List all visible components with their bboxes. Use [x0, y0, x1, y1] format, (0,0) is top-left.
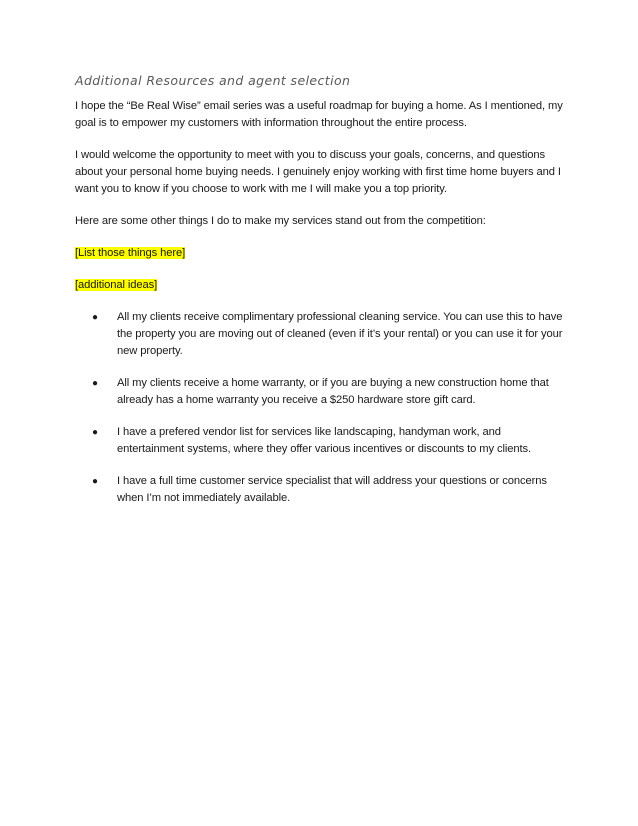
list-item: [75, 424, 570, 458]
placeholder-ideas-line: [75, 277, 570, 294]
bullet-icon: ●: [92, 378, 98, 389]
services-intro-paragraph: Here are some other things I do to make my services stand out from the competition:: [75, 215, 486, 227]
highlighted-placeholder: [additional ideas]: [75, 279, 158, 291]
bullet-icon: ●: [92, 427, 98, 438]
list-item: [75, 309, 570, 360]
highlighted-placeholder: [List those things here]: [75, 247, 186, 259]
welcome-paragraph: I would welcome the opportunity to meet with you to discuss your goals, concerns, and questions about your personal home buying needs. I genuinely enjoy working with first time home buyers and I want you to know if you choose to work with me I will make you a top priority.: [75, 149, 561, 195]
services-bullet-list: [75, 309, 570, 507]
list-item: [75, 473, 570, 507]
placeholder-list-line: [75, 245, 570, 262]
section-heading: Additional Resources and agent selection: [75, 73, 351, 88]
list-item-text: I have a prefered vendor list for services like landscaping, handyman work, and entertainment systems, where they offer various incentives or discounts to my clients.: [117, 426, 532, 455]
list-item: [75, 375, 570, 409]
bullet-icon: ●: [92, 312, 98, 323]
bullet-icon: ●: [92, 476, 98, 487]
list-item-text: All my clients receive a home warranty, or if you are buying a new construction home that already has a home warranty you receive a $250 hardware store gift card.: [117, 377, 549, 406]
document-body: [75, 72, 570, 522]
list-item-text: All my clients receive complimentary professional cleaning service. You can use this to have the property you are moving out of cleaned (even if it’s your rental) or you can use it for your new property.: [117, 311, 563, 357]
intro-paragraph: I hope the “Be Real Wise” email series was a useful roadmap for buying a home. As I mentioned, my goal is to empower my customers with information throughout the entire process.: [75, 100, 563, 129]
list-item-text: I have a full time customer service specialist that will address your questions or concerns when I’m not immediately available.: [117, 475, 547, 504]
